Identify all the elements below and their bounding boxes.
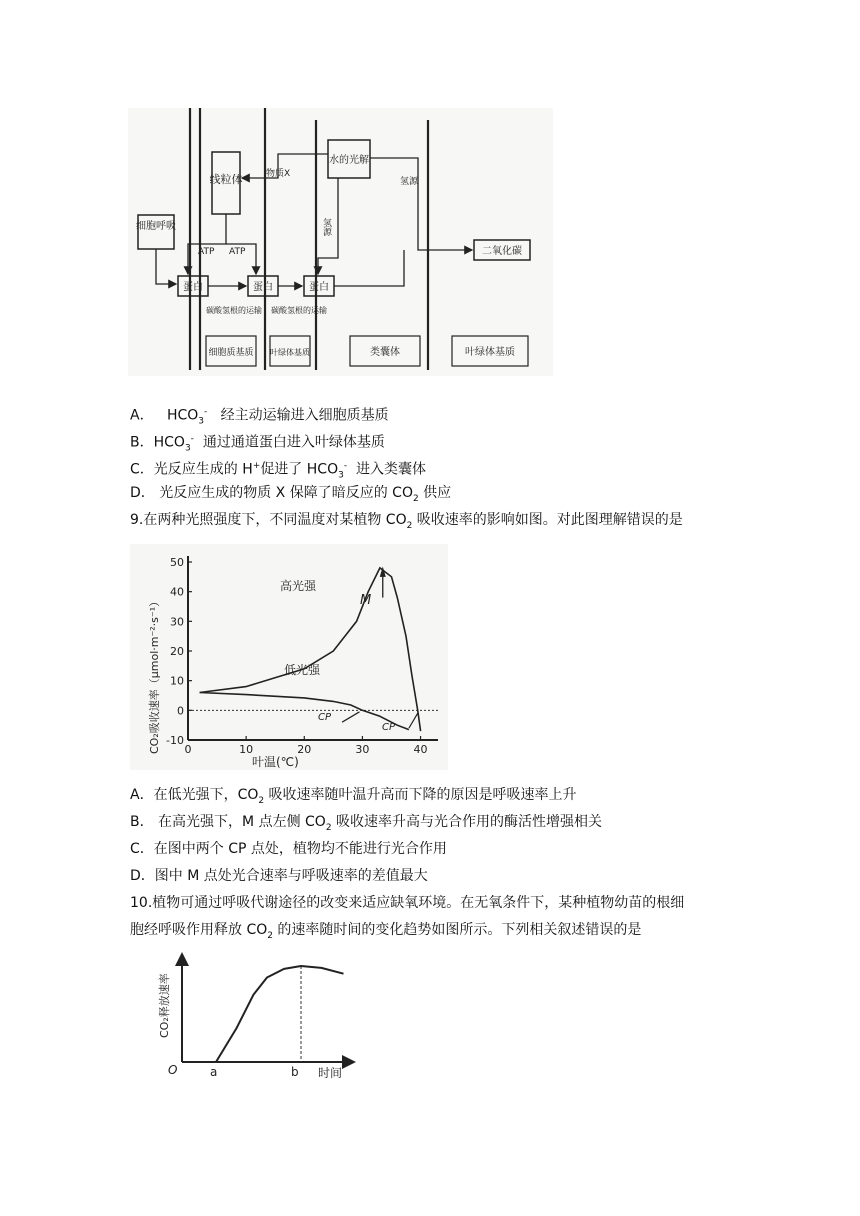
hydrogen-source-label-1: 氢源 [321, 218, 331, 236]
chart1-y-tick-label: 50 [170, 556, 184, 569]
q10-stem-line-2: 胞经呼吸作用释放 $CO_2$ 的速率随时间的变化趋势如图所示。下列相关叙述错误的是 [130, 922, 642, 941]
annotation-cp-1: CP [318, 712, 332, 723]
annotation-m: M [360, 593, 372, 608]
q8-option-c: C．光反应生成的 H+促进了 $HCO_3^-$ 进入类囊体 [130, 461, 426, 481]
region-thylakoid: 类囊体 [370, 347, 400, 358]
hydrogen-source-label-2: 氢源 [400, 177, 419, 187]
chart2-origin: O [168, 1063, 178, 1077]
q8-option-a: A． $HCO_3^-$ 经主动运输进入细胞质基质 [130, 407, 389, 427]
chart1-x-tick-label: 20 [297, 743, 312, 756]
region-cytoplasm-matrix: 细胞质基质 [208, 348, 254, 358]
chart1-y-tick-label: 10 [170, 674, 184, 688]
chart2-tick-b: b [291, 1065, 299, 1079]
bicarbonate-transport-label-2: 碳酸氢根的运输 [271, 306, 327, 315]
box-mitochondria: 线粒体 [209, 173, 243, 186]
chart1-y-tick-label: -10 [166, 734, 184, 747]
annotation-cp-2: CP [382, 722, 396, 733]
q8-option-b: B．$HCO_3^-$ 通过通道蛋白进入叶绿体基质 [130, 434, 385, 454]
chart1-ylabel: CO₂吸收速率（μmol·m⁻²·s⁻¹） [148, 595, 161, 754]
chart1-y-tick-label: 20 [170, 645, 184, 658]
chart1-x-tick-label: 10 [239, 743, 254, 756]
chart1-x-tick-label: 0 [184, 743, 192, 756]
co2-release-time-chart [160, 948, 360, 1090]
q9-option-a: A．在低光强下，$CO_2$ 吸收速率随叶温升高而下降的原因是呼吸速率上升 [130, 787, 577, 806]
region-chloroplast-stroma-2: 叶绿体基质 [465, 347, 515, 358]
chart1-y-tick-label: 0 [177, 704, 184, 718]
co2-uptake-temperature-chart [130, 544, 448, 770]
chart1-x-tick-label: 30 [355, 743, 370, 756]
box-protein-3: 蛋白 [309, 282, 329, 293]
chart2-xlabel: 时间 [318, 1066, 343, 1080]
chart1-x-tick-label: 40 [413, 743, 428, 756]
chart1-y-tick-label: 30 [170, 615, 184, 629]
q9-option-b: B． 在高光强下，M 点左侧 $CO_2$ 吸收速率升高与光合作用的酶活性增强相关 [130, 814, 603, 833]
q9-stem: 9.在两种光照强度下，不同温度对某植物 $CO_2$ 吸收速率的影响如图。对此图理解错误的是 [130, 512, 683, 531]
box-water-photolysis: 水的光解 [329, 155, 369, 166]
q8-option-d: D． 光反应生成的物质 X 保障了暗反应的 $CO_2$ 供应 [130, 485, 452, 504]
box-carbon-dioxide: 二氧化碳 [482, 246, 522, 257]
box-protein-2: 蛋白 [253, 282, 273, 293]
box-cell-respiration: 细胞呼吸 [136, 221, 176, 232]
box-protein-1: 蛋白 [183, 282, 203, 293]
co2-release-curve [216, 966, 344, 1062]
chart2-tick-a: a [210, 1065, 218, 1079]
series-label-high-light: 高光强 [280, 579, 317, 593]
chart1-xlabel: 叶温(℃) [252, 755, 299, 769]
hco3-pathway-diagram [128, 108, 553, 376]
chart2-ylabel: CO₂释放速率 [158, 973, 171, 1038]
q10-stem-line-1: 10.植物可通过呼吸代谢途径的改变来适应缺氧环境。在无氧条件下，某种植物幼苗的根细 [130, 895, 685, 911]
atp-label-1: ATP [198, 247, 215, 257]
series-label-low-light: 低光强 [284, 663, 321, 677]
chart1-y-tick-label: 40 [170, 585, 184, 599]
q9-option-c: C．在图中两个 CP 点处，植物均不能进行光合作用 [130, 841, 447, 857]
q9-option-d: D．图中 M 点处光合速率与呼吸速率的差值最大 [130, 868, 428, 884]
atp-label-2: ATP [229, 247, 246, 257]
material-x-label: 物质X [266, 169, 291, 179]
region-chloroplast-stroma-1: 叶绿体基质 [270, 348, 310, 357]
bicarbonate-transport-label-1: 碳酸氢根的运输 [206, 306, 262, 315]
